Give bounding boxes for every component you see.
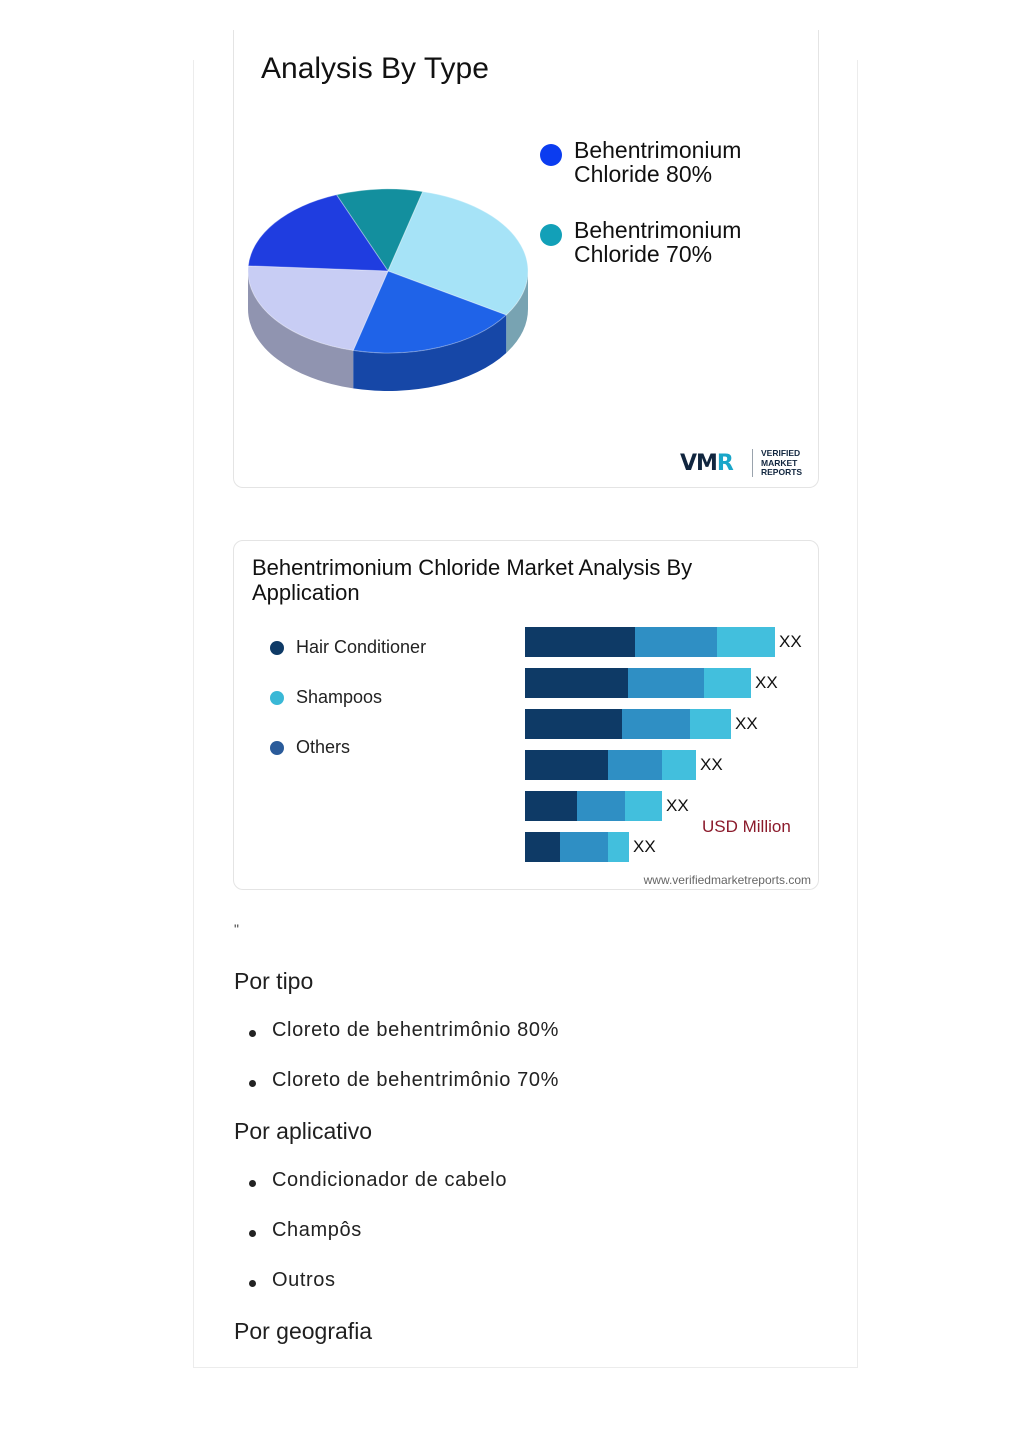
application-legend-item — [270, 735, 426, 785]
source-url: www.verifiedmarketreports.com — [643, 873, 811, 887]
type-analysis-card — [233, 30, 819, 488]
type-legend-label: Behentrimonium Chloride 80% — [574, 137, 742, 187]
type-chart-title: Analysis By Type — [261, 52, 489, 85]
bar-data-label: XX — [666, 796, 689, 815]
legend-dot-icon — [540, 224, 562, 246]
application-chart-title: Behentrimonium Chloride Market Analysis By Application — [252, 555, 693, 605]
bar-segment-2 — [690, 709, 731, 739]
bar-segment-0 — [525, 668, 628, 698]
heading-by-application: Por aplicativo — [234, 1118, 373, 1144]
bar-segment-2 — [717, 627, 775, 657]
bar-data-label: XX — [735, 714, 758, 733]
type-legend-item-80 — [538, 138, 764, 186]
application-legend-item — [270, 635, 426, 685]
bar-data-label: XX — [633, 837, 656, 856]
bar-segment-2 — [662, 750, 696, 780]
application-legend-label: Hair Conditioner — [296, 637, 427, 657]
bar-segment-0 — [525, 832, 560, 862]
vmr-logo-mark-icon: VMR — [680, 451, 733, 476]
type-legend-item-70 — [538, 218, 764, 266]
legend-dot-icon — [540, 144, 562, 166]
bar-segment-2 — [704, 668, 751, 698]
bar-data-label: XX — [700, 755, 723, 774]
application-legend-label: Shampoos — [296, 687, 383, 707]
vmr-logo — [680, 445, 806, 479]
list-item: Condicionador de cabelo — [272, 1169, 508, 1191]
bar-segment-0 — [525, 750, 608, 780]
legend-dot-icon — [270, 741, 284, 755]
bar-segment-1 — [635, 627, 717, 657]
unit-label: USD Million — [702, 817, 791, 836]
application-legend-item — [270, 685, 426, 735]
legend-dot-icon — [270, 691, 284, 705]
bar-segment-2 — [625, 791, 662, 821]
bar-segment-2 — [608, 832, 629, 862]
type-legend-label: Behentrimonium Chloride 70% — [574, 217, 742, 267]
bar-segment-1 — [622, 709, 690, 739]
list-item: Cloreto de behentrimônio 80% — [272, 1019, 559, 1041]
application-analysis-card — [233, 540, 819, 890]
bar-segment-1 — [608, 750, 662, 780]
bar-segment-1 — [560, 832, 608, 862]
legend-dot-icon — [270, 641, 284, 655]
bar-segment-0 — [525, 791, 577, 821]
bar-segment-1 — [577, 791, 625, 821]
vmr-logo-text: VERIFIED MARKET REPORTS — [761, 448, 803, 477]
bar-data-label: XX — [755, 673, 778, 692]
quote-mark: " — [234, 921, 239, 937]
bar-segment-0 — [525, 627, 635, 657]
heading-by-type: Por tipo — [234, 968, 314, 994]
application-legend — [270, 635, 426, 785]
bar-segment-0 — [525, 709, 622, 739]
type-pie-chart — [246, 175, 546, 425]
bar-segment-1 — [628, 668, 704, 698]
bar-data-label: XX — [779, 632, 802, 651]
logo-divider — [752, 449, 753, 477]
list-item: Outros — [272, 1269, 336, 1291]
heading-by-geography: Por geografia — [234, 1318, 373, 1344]
application-legend-label: Others — [296, 737, 351, 757]
list-item: Champôs — [272, 1219, 362, 1241]
type-legend — [538, 138, 764, 298]
list-item: Cloreto de behentrimônio 70% — [272, 1069, 559, 1091]
